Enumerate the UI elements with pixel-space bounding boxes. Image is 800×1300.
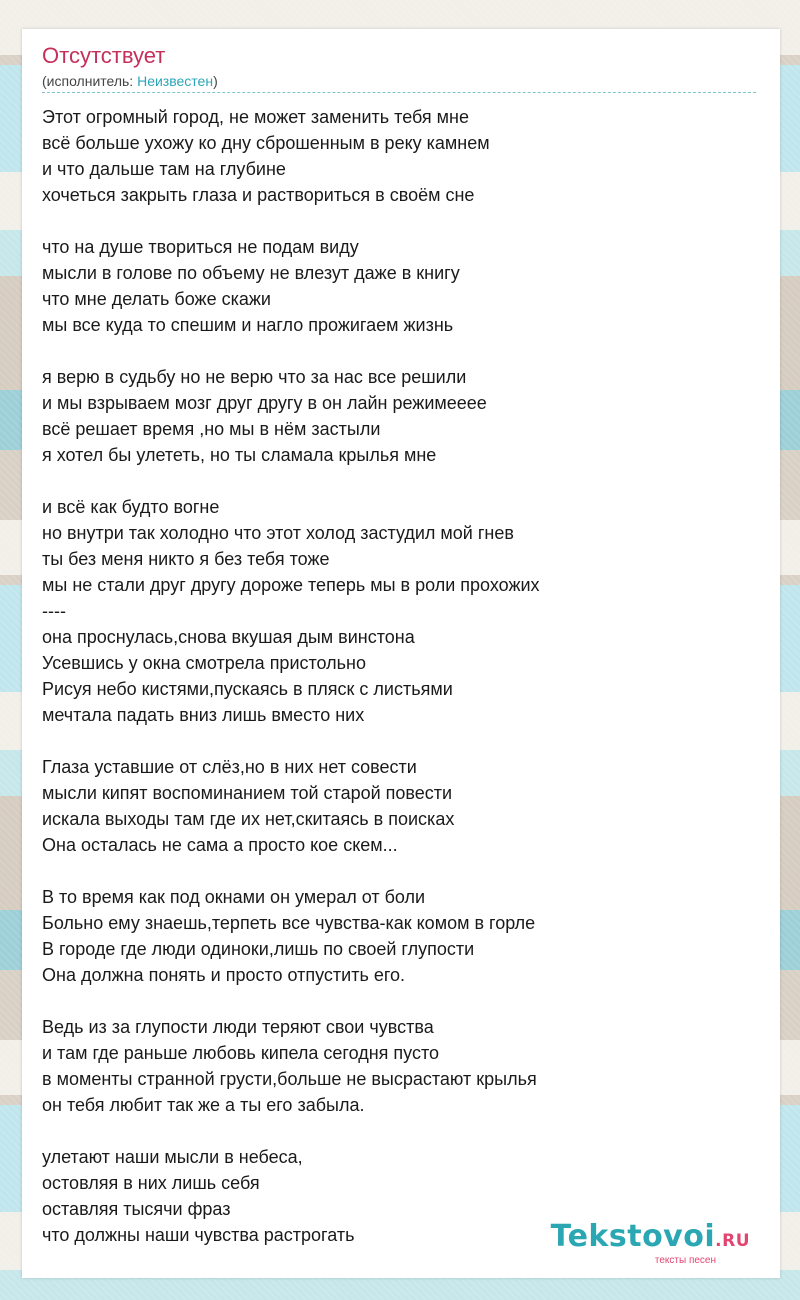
lyric-line: всё решает время ,но мы в нём застыли <box>42 419 381 439</box>
lyric-line <box>42 988 756 1014</box>
lyric-line: ты без меня никто я без тебя тоже <box>42 549 330 569</box>
song-title: Отсутствует <box>42 43 166 68</box>
lyric-line: Рисуя небо кистями,пускаясь в пляск с листьями <box>42 679 453 699</box>
lyric-line: Она должна понять и просто отпустить его. <box>42 965 406 985</box>
lyric-line: что на душе твориться не подам виду <box>42 237 359 257</box>
lyric-line: остовляя в них лишь себя <box>42 1173 260 1193</box>
lyric-line: мы все куда то спешим и нагло прожигаем жизнь <box>42 315 454 335</box>
lyric-line <box>42 338 756 364</box>
lyric-line: Этот огромный город, не может заменить тебя мне <box>42 107 469 127</box>
lyric-line: я верю в судьбу но не верю что за нас все решили <box>42 367 467 387</box>
lyric-line: что мне делать боже скажи <box>42 289 271 309</box>
logo-tld: .RU <box>715 1231 750 1251</box>
lyric-line: в моменты странной грусти,больше не высрастают крылья <box>42 1069 537 1089</box>
lyric-line: мысли кипят воспоминанием той старой повести <box>42 783 453 803</box>
lyric-line: Усевшись у окна смотрела пристольно <box>42 653 366 673</box>
lyric-line: хочеться закрыть глаза и раствориться в своём сне <box>42 185 475 205</box>
lyric-line: и что дальше там на глубине <box>42 159 286 179</box>
lyric-line: мысли в голове по объему не влезут даже в книгу <box>42 263 460 283</box>
lyric-line: В то время как под окнами он умерал от боли <box>42 887 426 907</box>
lyric-line: мы не стали друг другу дороже теперь мы в роли прохожих <box>42 575 540 595</box>
lyric-line: улетают наши мысли в небеса, <box>42 1147 303 1167</box>
lyric-line: но внутри так холодно что этот холод застудил мой гнев <box>42 523 514 543</box>
lyric-line: и мы взрываем мозг друг другу в он лайн режимееее <box>42 393 487 413</box>
lyric-line: Она осталась не сама а просто кое скем... <box>42 835 398 855</box>
lyric-line: всё больше ухожу ко дну сброшенным в реку камнем <box>42 133 490 153</box>
lyric-line: Ведь из за глупости люди теряют свои чувства <box>42 1017 434 1037</box>
artist-line <box>42 72 218 90</box>
logo-tagline: тексты песен <box>654 1255 716 1266</box>
lyric-line: оставляя тысячи фраз <box>42 1199 231 1219</box>
lyric-line: он тебя любит так же а ты его забыла. <box>42 1095 365 1115</box>
lyric-line: и всё как будто вогне <box>42 497 220 517</box>
lyric-line: Больно ему знаешь,терпеть все чувства-как комом в горле <box>42 913 536 933</box>
lyric-line: мечтала падать вниз лишь вместо них <box>42 705 365 725</box>
lyric-line <box>42 208 756 234</box>
lyric-line: искала выходы там где их нет,скитаясь в поисках <box>42 809 455 829</box>
artist-suffix: ) <box>213 73 218 89</box>
lyric-line: Глаза уставшие от слёз,но в них нет совести <box>42 757 417 777</box>
lyric-line: В городе где люди одиноки,лишь по своей глупости <box>42 939 475 959</box>
lyric-line <box>42 858 756 884</box>
lyric-line: я хотел бы улететь, но ты сламала крылья мне <box>42 445 437 465</box>
lyrics-page <box>22 29 780 1278</box>
lyric-line: что должны наши чувства растрогать <box>42 1225 355 1245</box>
site-logo[interactable] <box>551 1221 750 1266</box>
lyric-line: и там где раньше любовь кипела сегодня пусто <box>42 1043 440 1063</box>
lyric-line <box>42 728 756 754</box>
lyric-line: она проснулась,снова вкушая дым винстона <box>42 627 415 647</box>
artist-prefix: (исполнитель: <box>42 73 138 89</box>
artist-link[interactable]: Неизвестен <box>137 73 214 89</box>
lyric-line: ---- <box>42 601 66 621</box>
title-divider <box>42 92 756 93</box>
lyric-line <box>42 468 756 494</box>
lyric-line <box>42 1118 756 1144</box>
lyrics-text <box>42 104 756 1248</box>
logo-name: Tekstovoi <box>550 1219 716 1254</box>
logo-wordmark <box>551 1221 750 1257</box>
